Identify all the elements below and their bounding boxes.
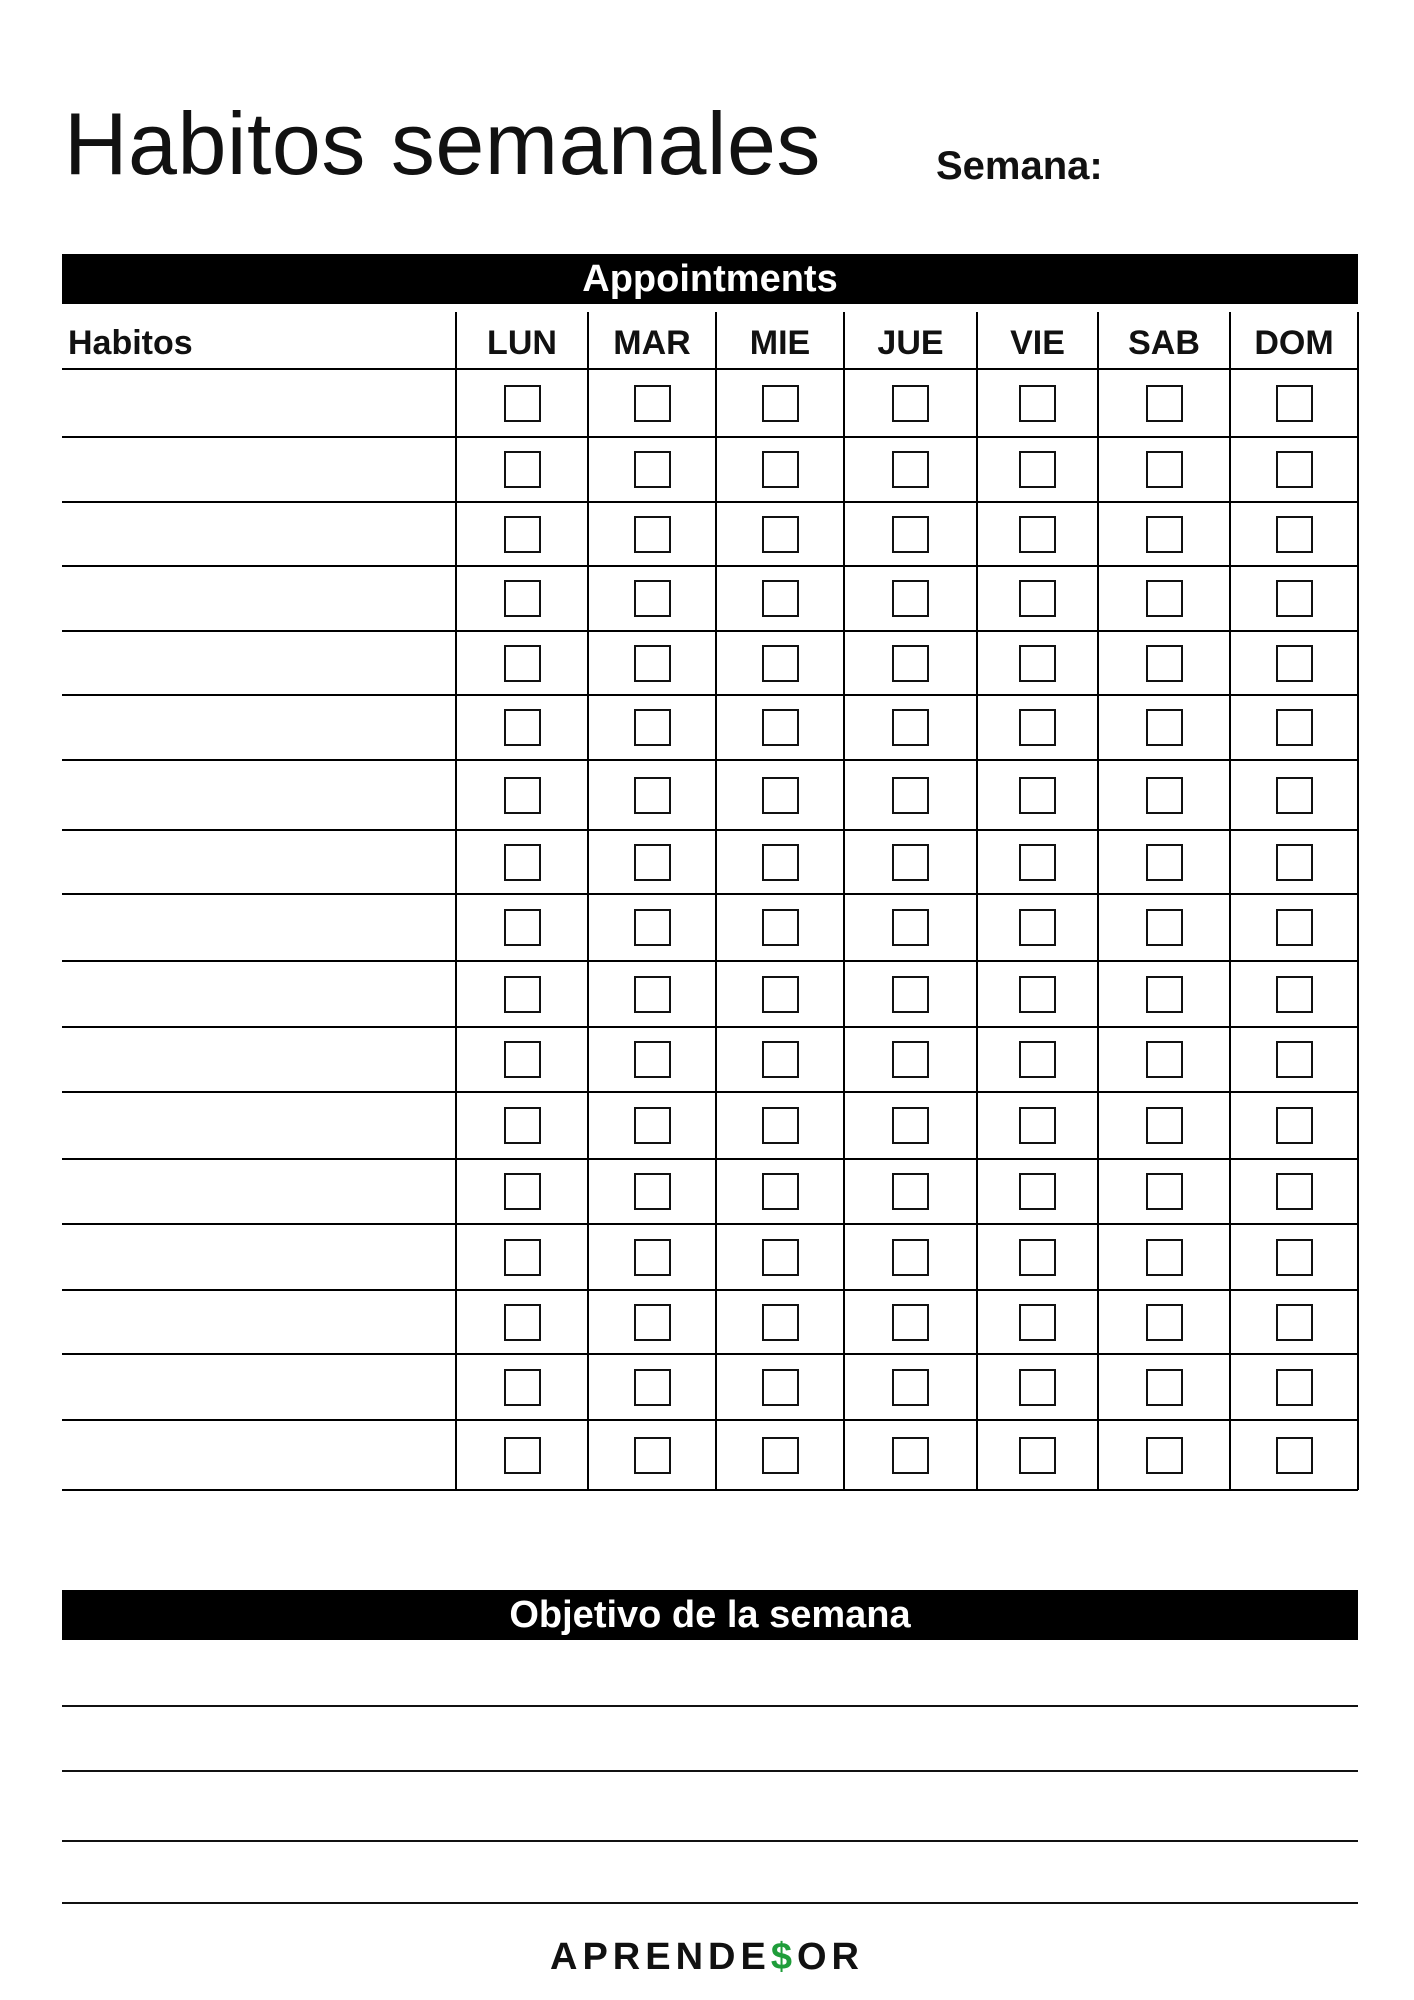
- habit-name-field[interactable]: [62, 369, 454, 437]
- checkbox-lun[interactable]: [504, 516, 541, 553]
- checkbox-dom[interactable]: [1276, 976, 1313, 1013]
- appointments-banner: Appointments: [62, 254, 1358, 304]
- habit-name-field[interactable]: [62, 437, 454, 502]
- checkbox-mie[interactable]: [762, 580, 799, 617]
- habit-row: [62, 369, 1358, 437]
- checkbox-jue[interactable]: [892, 385, 929, 422]
- habit-row: [62, 830, 1358, 894]
- checkbox-jue[interactable]: [892, 645, 929, 682]
- checkbox-dom[interactable]: [1276, 385, 1313, 422]
- checkbox-mie[interactable]: [762, 1239, 799, 1276]
- habit-name-field[interactable]: [62, 894, 454, 961]
- habit-row: [62, 894, 1358, 961]
- checkbox-lun[interactable]: [504, 1041, 541, 1078]
- checkbox-sab[interactable]: [1146, 1369, 1183, 1406]
- checkbox-sab[interactable]: [1146, 1239, 1183, 1276]
- habit-name-field[interactable]: [62, 760, 454, 830]
- checkbox-vie[interactable]: [1019, 451, 1056, 488]
- checkbox-jue[interactable]: [892, 909, 929, 946]
- checkbox-jue[interactable]: [892, 1304, 929, 1341]
- checkbox-vie[interactable]: [1019, 909, 1056, 946]
- checkbox-lun[interactable]: [504, 1437, 541, 1474]
- checkbox-vie[interactable]: [1019, 385, 1056, 422]
- checkbox-lun[interactable]: [504, 1369, 541, 1406]
- checkbox-dom[interactable]: [1276, 451, 1313, 488]
- brand-text-end: OR: [796, 1936, 864, 1978]
- checkbox-vie[interactable]: [1019, 1173, 1056, 1210]
- habit-name-field[interactable]: [62, 502, 454, 566]
- checkbox-sab[interactable]: [1146, 976, 1183, 1013]
- checkbox-mar[interactable]: [634, 1107, 671, 1144]
- checkbox-jue[interactable]: [892, 580, 929, 617]
- checkbox-dom[interactable]: [1276, 1239, 1313, 1276]
- checkbox-lun[interactable]: [504, 645, 541, 682]
- checkbox-jue[interactable]: [892, 1369, 929, 1406]
- habit-row: [62, 1159, 1358, 1224]
- checkbox-jue[interactable]: [892, 1041, 929, 1078]
- habit-tracker-table: [62, 312, 1358, 1502]
- checkbox-mar[interactable]: [634, 1041, 671, 1078]
- brand-logo: [0, 1938, 1414, 1976]
- weekly-goal-banner: Objetivo de la semana: [62, 1590, 1358, 1640]
- checkbox-sab[interactable]: [1146, 1041, 1183, 1078]
- checkbox-mar[interactable]: [634, 1437, 671, 1474]
- habit-row: [62, 961, 1358, 1027]
- checkbox-vie[interactable]: [1019, 1369, 1056, 1406]
- checkbox-vie[interactable]: [1019, 1041, 1056, 1078]
- habit-row: [62, 1354, 1358, 1420]
- checkbox-mar[interactable]: [634, 516, 671, 553]
- day-header-dom: DOM: [1254, 324, 1334, 362]
- checkbox-vie[interactable]: [1019, 976, 1056, 1013]
- checkbox-mie[interactable]: [762, 1041, 799, 1078]
- checkbox-mie[interactable]: [762, 976, 799, 1013]
- checkbox-sab[interactable]: [1146, 1437, 1183, 1474]
- checkbox-mar[interactable]: [634, 777, 671, 814]
- checkbox-lun[interactable]: [504, 451, 541, 488]
- checkbox-lun[interactable]: [504, 709, 541, 746]
- checkbox-dom[interactable]: [1276, 1369, 1313, 1406]
- checkbox-mar[interactable]: [634, 1369, 671, 1406]
- day-header-vie: VIE: [1010, 324, 1065, 362]
- checkbox-mie[interactable]: [762, 1107, 799, 1144]
- day-header-jue: JUE: [877, 324, 944, 362]
- checkbox-dom[interactable]: [1276, 1041, 1313, 1078]
- checkbox-mie[interactable]: [762, 1173, 799, 1210]
- habit-row: [62, 1092, 1358, 1159]
- checkbox-mie[interactable]: [762, 909, 799, 946]
- checkbox-vie[interactable]: [1019, 516, 1056, 553]
- brand-dollar-accent: $: [770, 1936, 797, 1978]
- habit-name-field[interactable]: [62, 566, 454, 631]
- checkbox-jue[interactable]: [892, 451, 929, 488]
- checkbox-dom[interactable]: [1276, 645, 1313, 682]
- day-header-sab: SAB: [1128, 324, 1200, 362]
- checkbox-mie[interactable]: [762, 385, 799, 422]
- checkbox-vie[interactable]: [1019, 1304, 1056, 1341]
- checkbox-lun[interactable]: [504, 385, 541, 422]
- checkbox-mie[interactable]: [762, 1437, 799, 1474]
- habit-name-field[interactable]: [62, 631, 454, 695]
- checkbox-mar[interactable]: [634, 580, 671, 617]
- checkbox-lun[interactable]: [504, 1173, 541, 1210]
- checkbox-lun[interactable]: [504, 844, 541, 881]
- habit-name-field[interactable]: [62, 1420, 454, 1490]
- habit-row: [62, 1420, 1358, 1490]
- goal-writing-line[interactable]: [62, 1840, 1358, 1842]
- habit-row: [62, 695, 1358, 760]
- habits-column-header: Habitos: [68, 324, 193, 362]
- goal-writing-line[interactable]: [62, 1902, 1358, 1904]
- checkbox-mar[interactable]: [634, 909, 671, 946]
- checkbox-jue[interactable]: [892, 844, 929, 881]
- habit-name-field[interactable]: [62, 695, 454, 760]
- habit-name-field[interactable]: [62, 961, 454, 1027]
- checkbox-mar[interactable]: [634, 385, 671, 422]
- checkbox-dom[interactable]: [1276, 844, 1313, 881]
- checkbox-dom[interactable]: [1276, 1437, 1313, 1474]
- checkbox-dom[interactable]: [1276, 1304, 1313, 1341]
- checkbox-mie[interactable]: [762, 1304, 799, 1341]
- checkbox-vie[interactable]: [1019, 580, 1056, 617]
- checkbox-sab[interactable]: [1146, 1304, 1183, 1341]
- page-title: Habitos semanales: [64, 94, 821, 193]
- checkbox-mie[interactable]: [762, 777, 799, 814]
- habit-row: [62, 502, 1358, 566]
- day-header-mie: MIE: [749, 324, 811, 362]
- checkbox-dom[interactable]: [1276, 1173, 1313, 1210]
- checkbox-sab[interactable]: [1146, 1173, 1183, 1210]
- checkbox-mar[interactable]: [634, 1304, 671, 1341]
- checkbox-dom[interactable]: [1276, 709, 1313, 746]
- checkbox-sab[interactable]: [1146, 844, 1183, 881]
- habit-row: [62, 1027, 1358, 1092]
- checkbox-sab[interactable]: [1146, 516, 1183, 553]
- habit-row: [62, 631, 1358, 695]
- checkbox-jue[interactable]: [892, 709, 929, 746]
- goal-writing-line[interactable]: [62, 1705, 1358, 1707]
- checkbox-mar[interactable]: [634, 844, 671, 881]
- habit-row: [62, 566, 1358, 631]
- habit-name-field[interactable]: [62, 1224, 454, 1290]
- habit-name-field[interactable]: [62, 1092, 454, 1159]
- checkbox-dom[interactable]: [1276, 909, 1313, 946]
- habit-row: [62, 1224, 1358, 1290]
- checkbox-sab[interactable]: [1146, 385, 1183, 422]
- habit-name-field[interactable]: [62, 1027, 454, 1092]
- checkbox-lun[interactable]: [504, 909, 541, 946]
- checkbox-vie[interactable]: [1019, 1239, 1056, 1276]
- checkbox-lun[interactable]: [504, 777, 541, 814]
- habit-row: [62, 1290, 1358, 1354]
- checkbox-jue[interactable]: [892, 1437, 929, 1474]
- checkbox-jue[interactable]: [892, 516, 929, 553]
- habit-name-field[interactable]: [62, 1159, 454, 1224]
- checkbox-dom[interactable]: [1276, 516, 1313, 553]
- checkbox-mie[interactable]: [762, 451, 799, 488]
- checkbox-mar[interactable]: [634, 1173, 671, 1210]
- checkbox-jue[interactable]: [892, 1107, 929, 1144]
- checkbox-lun[interactable]: [504, 976, 541, 1013]
- habit-row: [62, 437, 1358, 502]
- checkbox-dom[interactable]: [1276, 580, 1313, 617]
- day-header-mar: MAR: [613, 324, 691, 362]
- checkbox-vie[interactable]: [1019, 1107, 1056, 1144]
- checkbox-lun[interactable]: [504, 1107, 541, 1144]
- checkbox-lun[interactable]: [504, 580, 541, 617]
- checkbox-sab[interactable]: [1146, 580, 1183, 617]
- week-label: Semana:: [936, 144, 1103, 188]
- habit-name-field[interactable]: [62, 830, 454, 894]
- checkbox-mar[interactable]: [634, 645, 671, 682]
- checkbox-mie[interactable]: [762, 516, 799, 553]
- checkbox-sab[interactable]: [1146, 909, 1183, 946]
- habit-name-field[interactable]: [62, 1290, 454, 1354]
- habit-row: [62, 760, 1358, 830]
- checkbox-jue[interactable]: [892, 777, 929, 814]
- checkbox-sab[interactable]: [1146, 451, 1183, 488]
- checkbox-vie[interactable]: [1019, 777, 1056, 814]
- checkbox-jue[interactable]: [892, 976, 929, 1013]
- checkbox-mar[interactable]: [634, 976, 671, 1013]
- goal-writing-line[interactable]: [62, 1770, 1358, 1772]
- day-header-lun: LUN: [487, 324, 557, 362]
- checkbox-vie[interactable]: [1019, 1437, 1056, 1474]
- checkbox-mie[interactable]: [762, 844, 799, 881]
- checkbox-sab[interactable]: [1146, 1107, 1183, 1144]
- checkbox-sab[interactable]: [1146, 709, 1183, 746]
- checkbox-lun[interactable]: [504, 1239, 541, 1276]
- checkbox-vie[interactable]: [1019, 844, 1056, 881]
- checkbox-mar[interactable]: [634, 451, 671, 488]
- checkbox-mar[interactable]: [634, 1239, 671, 1276]
- habit-name-field[interactable]: [62, 1354, 454, 1420]
- checkbox-dom[interactable]: [1276, 1107, 1313, 1144]
- checkbox-mie[interactable]: [762, 1369, 799, 1406]
- checkbox-jue[interactable]: [892, 1173, 929, 1210]
- checkbox-jue[interactable]: [892, 1239, 929, 1276]
- checkbox-vie[interactable]: [1019, 709, 1056, 746]
- checkbox-dom[interactable]: [1276, 777, 1313, 814]
- brand-text-start: APRENDE: [550, 1936, 771, 1978]
- checkbox-mie[interactable]: [762, 709, 799, 746]
- checkbox-sab[interactable]: [1146, 645, 1183, 682]
- checkbox-mar[interactable]: [634, 709, 671, 746]
- checkbox-sab[interactable]: [1146, 777, 1183, 814]
- checkbox-lun[interactable]: [504, 1304, 541, 1341]
- checkbox-mie[interactable]: [762, 645, 799, 682]
- checkbox-vie[interactable]: [1019, 645, 1056, 682]
